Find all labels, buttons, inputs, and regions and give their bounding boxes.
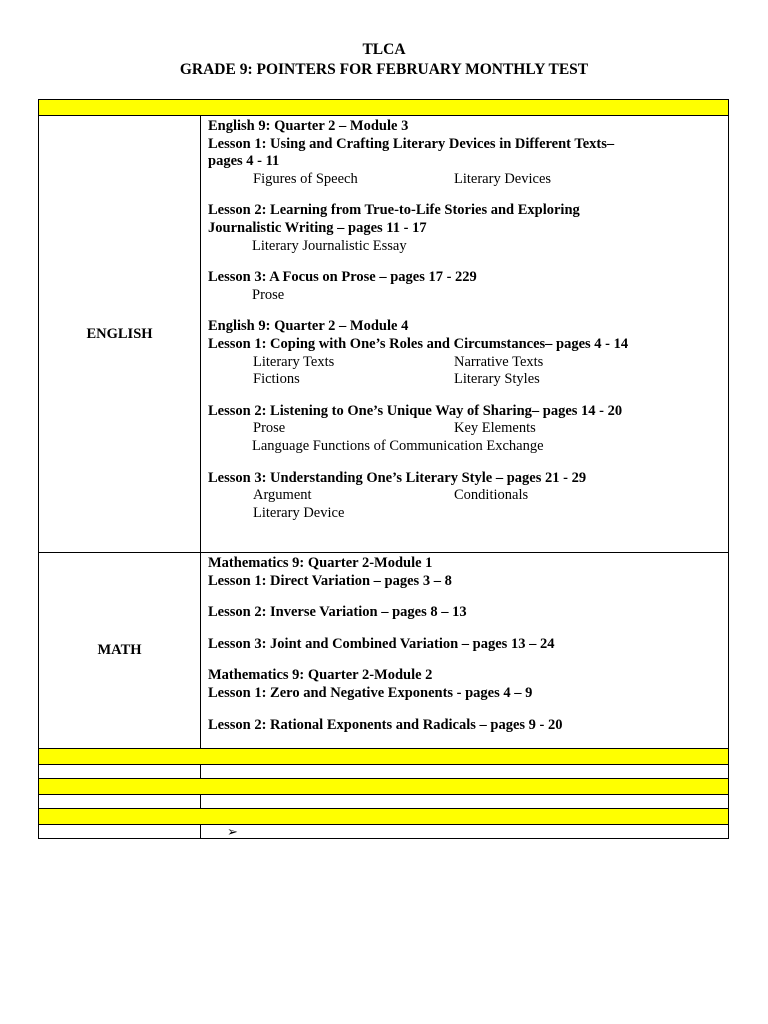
math-subject-cell bbox=[39, 553, 201, 749]
math-module2-title: Mathematics 9: Quarter 2-Module 2 bbox=[208, 667, 433, 684]
document-header bbox=[0, 40, 768, 80]
english-m4-lesson1-topics-row1 bbox=[208, 354, 728, 372]
english-module3-title: English 9: Quarter 2 – Module 3 bbox=[208, 118, 409, 134]
english-m4-lesson2: Lesson 2: Listening to One’s Unique Way of Sharing– pages 14 - 20 bbox=[208, 402, 623, 419]
topic-figures-of-speech: Figures of Speech bbox=[253, 170, 358, 187]
english-m4-lesson3-topics-row1 bbox=[208, 487, 728, 505]
bullet-cell bbox=[201, 825, 729, 839]
math-m1-lesson1: Lesson 1: Direct Variation – pages 3 – 8 bbox=[208, 572, 452, 589]
topic-narrative-texts: Narrative Texts bbox=[454, 353, 544, 370]
yellow-row-1 bbox=[39, 749, 729, 765]
yellow-cell-2 bbox=[39, 779, 729, 795]
topic-prose: Prose bbox=[252, 286, 285, 303]
topic-literary-devices: Literary Devices bbox=[454, 170, 552, 187]
yellow-row-2 bbox=[39, 779, 729, 795]
blank-row-1 bbox=[39, 765, 729, 779]
topic-literary-device: Literary Device bbox=[253, 504, 345, 521]
english-m3-lesson1-line2: pages 4 - 11 bbox=[208, 153, 280, 170]
topic-fictions: Fictions bbox=[253, 371, 300, 388]
english-content-cell bbox=[201, 116, 729, 553]
english-m3-lesson2-line2: Journalistic Writing – pages 11 - 17 bbox=[208, 219, 427, 236]
blank-subject-cell-2 bbox=[39, 795, 201, 809]
pointers-table bbox=[38, 99, 729, 839]
document-title: GRADE 9: POINTERS FOR FEBRUARY MONTHLY TEST bbox=[179, 61, 589, 78]
topic-language-functions: Language Functions of Communication Exchange bbox=[252, 437, 544, 454]
math-m1-lesson3: Lesson 3: Joint and Combined Variation – pages 13 – 24 bbox=[208, 635, 555, 652]
english-subject-label: ENGLISH bbox=[86, 325, 153, 342]
math-row bbox=[39, 553, 729, 749]
english-m3-lesson1-line1: Lesson 1: Using and Crafting Literary Devices in Different Texts– bbox=[208, 135, 615, 152]
english-subject-cell bbox=[39, 116, 201, 553]
topic-literary-texts: Literary Texts bbox=[253, 353, 335, 370]
english-m4-lesson1-topics-row2 bbox=[208, 371, 728, 389]
topic-key-elements: Key Elements bbox=[454, 420, 536, 437]
yellow-cell-1 bbox=[39, 749, 729, 765]
topic-prose-2: Prose bbox=[253, 420, 286, 437]
blank-content-cell-1 bbox=[201, 765, 729, 779]
blank-content-cell-2 bbox=[201, 795, 729, 809]
topic-literary-styles: Literary Styles bbox=[454, 371, 540, 388]
english-m3-lesson2-line1: Lesson 2: Learning from True-to-Life Stories and Exploring bbox=[208, 202, 580, 219]
topic-argument: Argument bbox=[253, 487, 312, 504]
yellow-cell-3 bbox=[39, 809, 729, 825]
math-subject-label: MATH bbox=[97, 642, 142, 658]
blank-subject-cell-3 bbox=[39, 825, 201, 839]
math-m2-lesson2: Lesson 2: Rational Exponents and Radicals – pages 9 - 20 bbox=[208, 716, 563, 733]
english-m3-lesson1-topics bbox=[208, 171, 728, 189]
english-m4-lesson1: Lesson 1: Coping with One’s Roles and Circumstances– pages 4 - 14 bbox=[208, 335, 629, 352]
math-m2-lesson1: Lesson 1: Zero and Negative Exponents - pages 4 – 9 bbox=[208, 684, 533, 701]
school-name: TLCA bbox=[362, 41, 406, 58]
yellow-header-row bbox=[39, 100, 729, 116]
math-content-cell bbox=[201, 553, 729, 749]
english-m4-lesson3: Lesson 3: Understanding One’s Literary Style – pages 21 - 29 bbox=[208, 469, 587, 486]
topic-conditionals: Conditionals bbox=[454, 487, 529, 504]
english-row bbox=[39, 116, 729, 553]
yellow-header-cell bbox=[39, 100, 729, 116]
blank-subject-cell-1 bbox=[39, 765, 201, 779]
english-module4-title: English 9: Quarter 2 – Module 4 bbox=[208, 318, 409, 335]
yellow-row-3 bbox=[39, 809, 729, 825]
math-module1-title: Mathematics 9: Quarter 2-Module 1 bbox=[208, 555, 433, 571]
arrow-bullet-icon: ➢ bbox=[227, 824, 238, 839]
english-m4-lesson3-topics-row2 bbox=[208, 505, 728, 523]
english-m3-lesson3: Lesson 3: A Focus on Prose – pages 17 - 229 bbox=[208, 269, 477, 286]
math-m1-lesson2: Lesson 2: Inverse Variation – pages 8 – 13 bbox=[208, 604, 467, 621]
english-m4-lesson2-topics-row1 bbox=[208, 420, 728, 438]
blank-row-2 bbox=[39, 795, 729, 809]
blank-row-3 bbox=[39, 825, 729, 839]
topic-literary-journalistic-essay: Literary Journalistic Essay bbox=[252, 237, 407, 254]
